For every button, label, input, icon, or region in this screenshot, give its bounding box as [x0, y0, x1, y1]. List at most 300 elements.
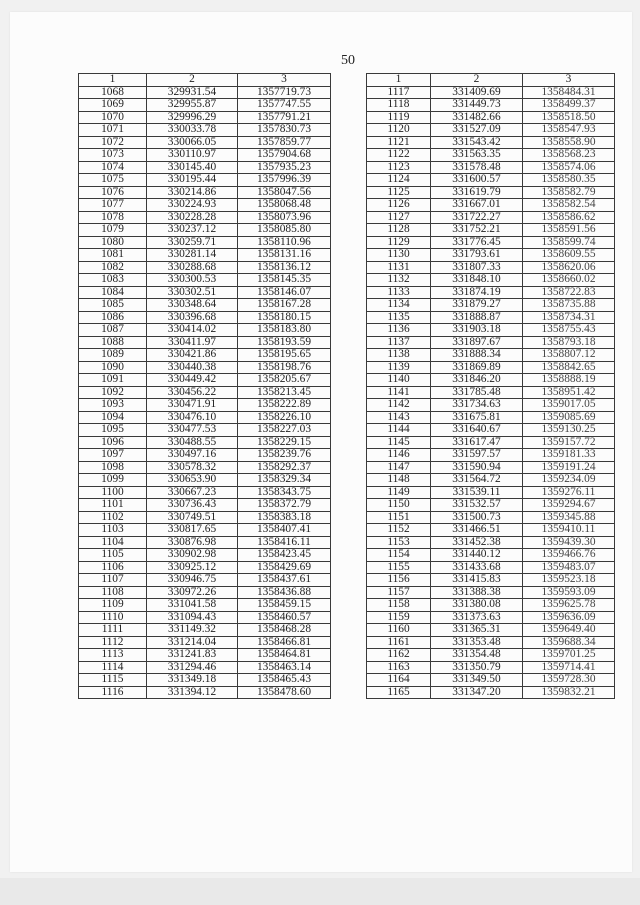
- point-number-cell: 1151: [367, 511, 431, 524]
- table-row: [367, 624, 615, 637]
- column-header-x: 2: [147, 74, 238, 87]
- y-coordinate-cell: 1358599.74: [523, 236, 615, 249]
- x-coordinate-cell: 330281.14: [147, 249, 238, 262]
- point-number-cell: 1088: [79, 336, 147, 349]
- x-coordinate-cell: 331500.73: [431, 511, 523, 524]
- point-number-cell: 1147: [367, 461, 431, 474]
- y-coordinate-cell: 1358437.61: [238, 574, 331, 587]
- point-number-cell: 1120: [367, 124, 431, 137]
- table-row: [367, 99, 615, 112]
- point-number-cell: 1116: [79, 686, 147, 699]
- x-coordinate-cell: 331846.20: [431, 374, 523, 387]
- point-number-cell: 1155: [367, 561, 431, 574]
- table-row: [79, 224, 331, 237]
- table-row: [367, 649, 615, 662]
- point-number-cell: 1130: [367, 249, 431, 262]
- point-number-cell: 1146: [367, 449, 431, 462]
- table-row: [367, 324, 615, 337]
- y-coordinate-cell: 1359714.41: [523, 661, 615, 674]
- y-coordinate-cell: 1358292.37: [238, 461, 331, 474]
- table-row: [79, 436, 331, 449]
- point-number-cell: 1165: [367, 686, 431, 699]
- x-coordinate-cell: 330667.23: [147, 486, 238, 499]
- x-coordinate-cell: 330876.98: [147, 536, 238, 549]
- y-coordinate-cell: 1359276.11: [523, 486, 615, 499]
- point-number-cell: 1158: [367, 599, 431, 612]
- y-coordinate-cell: 1358660.02: [523, 274, 615, 287]
- y-coordinate-cell: 1358793.18: [523, 336, 615, 349]
- x-coordinate-cell: 330195.44: [147, 174, 238, 187]
- y-coordinate-cell: 1358372.79: [238, 499, 331, 512]
- x-coordinate-cell: 331482.66: [431, 111, 523, 124]
- x-coordinate-cell: 330946.75: [147, 574, 238, 587]
- x-coordinate-cell: 331903.18: [431, 324, 523, 337]
- x-coordinate-cell: 331539.11: [431, 486, 523, 499]
- y-coordinate-cell: 1358136.12: [238, 261, 331, 274]
- point-number-cell: 1069: [79, 99, 147, 112]
- y-coordinate-cell: 1359157.72: [523, 436, 615, 449]
- table-row: [367, 124, 615, 137]
- point-number-cell: 1122: [367, 149, 431, 162]
- y-coordinate-cell: 1358586.62: [523, 211, 615, 224]
- table-row: [367, 511, 615, 524]
- table-row: [79, 486, 331, 499]
- point-number-cell: 1084: [79, 286, 147, 299]
- y-coordinate-cell: 1359728.30: [523, 674, 615, 687]
- point-number-cell: 1149: [367, 486, 431, 499]
- point-number-cell: 1139: [367, 361, 431, 374]
- point-number-cell: 1141: [367, 386, 431, 399]
- table-row: [367, 524, 615, 537]
- y-coordinate-cell: 1358229.15: [238, 436, 331, 449]
- table-row: [367, 461, 615, 474]
- x-coordinate-cell: 330749.51: [147, 511, 238, 524]
- x-coordinate-cell: 331600.57: [431, 174, 523, 187]
- point-number-cell: 1163: [367, 661, 431, 674]
- x-coordinate-cell: 330972.26: [147, 586, 238, 599]
- x-coordinate-cell: 331041.58: [147, 599, 238, 612]
- y-coordinate-cell: 1359625.78: [523, 599, 615, 612]
- x-coordinate-cell: 331380.08: [431, 599, 523, 612]
- x-coordinate-cell: 331214.04: [147, 636, 238, 649]
- point-number-cell: 1074: [79, 161, 147, 174]
- x-coordinate-cell: 330237.12: [147, 224, 238, 237]
- table-row: [367, 349, 615, 362]
- table-row: [367, 424, 615, 437]
- table-row: [367, 336, 615, 349]
- point-number-cell: 1157: [367, 586, 431, 599]
- table-row: [79, 586, 331, 599]
- y-coordinate-cell: 1358329.34: [238, 474, 331, 487]
- y-coordinate-cell: 1359085.69: [523, 411, 615, 424]
- point-number-cell: 1110: [79, 611, 147, 624]
- table-row: [367, 636, 615, 649]
- point-number-cell: 1086: [79, 311, 147, 324]
- table-row: [79, 661, 331, 674]
- table-row: [367, 411, 615, 424]
- y-coordinate-cell: 1358416.11: [238, 536, 331, 549]
- x-coordinate-cell: 331466.51: [431, 524, 523, 537]
- table-row: [367, 436, 615, 449]
- x-coordinate-cell: 330421.86: [147, 349, 238, 362]
- x-coordinate-cell: 331543.42: [431, 136, 523, 149]
- point-number-cell: 1068: [79, 86, 147, 99]
- x-coordinate-cell: 331879.27: [431, 299, 523, 312]
- table-row: [79, 174, 331, 187]
- x-coordinate-cell: 330224.93: [147, 199, 238, 212]
- x-coordinate-cell: 331564.72: [431, 474, 523, 487]
- x-coordinate-cell: 330214.86: [147, 186, 238, 199]
- point-number-cell: 1129: [367, 236, 431, 249]
- x-coordinate-cell: 331388.38: [431, 586, 523, 599]
- x-coordinate-cell: 330348.64: [147, 299, 238, 312]
- y-coordinate-cell: 1358609.55: [523, 249, 615, 262]
- page-number: 50: [341, 53, 355, 68]
- y-coordinate-cell: 1358226.10: [238, 411, 331, 424]
- point-number-cell: 1072: [79, 136, 147, 149]
- point-number-cell: 1123: [367, 161, 431, 174]
- point-number-cell: 1071: [79, 124, 147, 137]
- point-number-cell: 1143: [367, 411, 431, 424]
- x-coordinate-cell: 331527.09: [431, 124, 523, 137]
- y-coordinate-cell: 1359523.18: [523, 574, 615, 587]
- point-number-cell: 1131: [367, 261, 431, 274]
- y-coordinate-cell: 1358580.35: [523, 174, 615, 187]
- table-row: [367, 286, 615, 299]
- y-coordinate-cell: 1358459.15: [238, 599, 331, 612]
- table-row: [79, 461, 331, 474]
- point-number-cell: 1114: [79, 661, 147, 674]
- x-coordinate-cell: 331848.10: [431, 274, 523, 287]
- table-row: [79, 574, 331, 587]
- x-coordinate-cell: 331888.34: [431, 349, 523, 362]
- x-coordinate-cell: 331869.89: [431, 361, 523, 374]
- x-coordinate-cell: 330488.55: [147, 436, 238, 449]
- table-row: [79, 561, 331, 574]
- point-number-cell: 1096: [79, 436, 147, 449]
- table-row: [367, 611, 615, 624]
- point-number-cell: 1073: [79, 149, 147, 162]
- point-number-cell: 1164: [367, 674, 431, 687]
- column-header-x: 2: [431, 74, 523, 87]
- table-row: [367, 211, 615, 224]
- x-coordinate-cell: 330902.98: [147, 549, 238, 562]
- x-coordinate-cell: 331365.31: [431, 624, 523, 637]
- x-coordinate-cell: 331578.48: [431, 161, 523, 174]
- y-coordinate-cell: 1358464.81: [238, 649, 331, 662]
- y-coordinate-cell: 1358085.80: [238, 224, 331, 237]
- x-coordinate-cell: 330449.42: [147, 374, 238, 387]
- column-header-y: 3: [523, 74, 615, 87]
- point-number-cell: 1119: [367, 111, 431, 124]
- table-row: [79, 599, 331, 612]
- point-number-cell: 1142: [367, 399, 431, 412]
- point-number-cell: 1102: [79, 511, 147, 524]
- table-row: [367, 486, 615, 499]
- table-row: [79, 261, 331, 274]
- x-coordinate-cell: 331294.46: [147, 661, 238, 674]
- point-number-cell: 1109: [79, 599, 147, 612]
- point-number-cell: 1097: [79, 449, 147, 462]
- table-row: [79, 361, 331, 374]
- x-coordinate-cell: 330300.53: [147, 274, 238, 287]
- y-coordinate-cell: 1358068.48: [238, 199, 331, 212]
- x-coordinate-cell: 330440.38: [147, 361, 238, 374]
- table-header-row: [367, 74, 615, 87]
- x-coordinate-cell: 331350.79: [431, 661, 523, 674]
- point-number-cell: 1078: [79, 211, 147, 224]
- y-coordinate-cell: 1359234.09: [523, 474, 615, 487]
- y-coordinate-cell: 1357719.73: [238, 86, 331, 99]
- x-coordinate-cell: 330925.12: [147, 561, 238, 574]
- y-coordinate-cell: 1358073.96: [238, 211, 331, 224]
- point-number-cell: 1108: [79, 586, 147, 599]
- table-row: [367, 136, 615, 149]
- table-row: [367, 386, 615, 399]
- y-coordinate-cell: 1358558.90: [523, 136, 615, 149]
- table-row: [79, 536, 331, 549]
- y-coordinate-cell: 1358722.83: [523, 286, 615, 299]
- x-coordinate-cell: 330411.97: [147, 336, 238, 349]
- x-coordinate-cell: 331734.63: [431, 399, 523, 412]
- coordinates-table-left: [78, 73, 331, 699]
- table-row: [367, 661, 615, 674]
- y-coordinate-cell: 1358478.60: [238, 686, 331, 699]
- point-number-cell: 1135: [367, 311, 431, 324]
- point-number-cell: 1160: [367, 624, 431, 637]
- y-coordinate-cell: 1358468.28: [238, 624, 331, 637]
- x-coordinate-cell: 330476.10: [147, 411, 238, 424]
- x-coordinate-cell: 329996.29: [147, 111, 238, 124]
- table-row: [79, 636, 331, 649]
- x-coordinate-cell: 331347.20: [431, 686, 523, 699]
- point-number-cell: 1144: [367, 424, 431, 437]
- point-number-cell: 1125: [367, 186, 431, 199]
- point-number-cell: 1162: [367, 649, 431, 662]
- y-coordinate-cell: 1359410.11: [523, 524, 615, 537]
- point-number-cell: 1087: [79, 324, 147, 337]
- point-number-cell: 1156: [367, 574, 431, 587]
- point-number-cell: 1075: [79, 174, 147, 187]
- y-coordinate-cell: 1358227.03: [238, 424, 331, 437]
- y-coordinate-cell: 1358167.28: [238, 299, 331, 312]
- y-coordinate-cell: 1358460.57: [238, 611, 331, 624]
- x-coordinate-cell: 330033.78: [147, 124, 238, 137]
- table-row: [79, 424, 331, 437]
- x-coordinate-cell: 330302.51: [147, 286, 238, 299]
- x-coordinate-cell: 330817.65: [147, 524, 238, 537]
- point-number-cell: 1154: [367, 549, 431, 562]
- y-coordinate-cell: 1358198.76: [238, 361, 331, 374]
- table-row: [79, 474, 331, 487]
- point-number-cell: 1081: [79, 249, 147, 262]
- point-number-cell: 1107: [79, 574, 147, 587]
- table-row: [367, 686, 615, 699]
- point-number-cell: 1128: [367, 224, 431, 237]
- x-coordinate-cell: 330414.02: [147, 324, 238, 337]
- table-row: [79, 274, 331, 287]
- x-coordinate-cell: 331373.63: [431, 611, 523, 624]
- table-row: [79, 149, 331, 162]
- table-row: [79, 249, 331, 262]
- y-coordinate-cell: 1359294.67: [523, 499, 615, 512]
- point-number-cell: 1117: [367, 86, 431, 99]
- x-coordinate-cell: 331640.67: [431, 424, 523, 437]
- point-number-cell: 1093: [79, 399, 147, 412]
- table-row: [367, 274, 615, 287]
- y-coordinate-cell: 1357904.68: [238, 149, 331, 162]
- y-coordinate-cell: 1359636.09: [523, 611, 615, 624]
- x-coordinate-cell: 331619.79: [431, 186, 523, 199]
- y-coordinate-cell: 1357830.73: [238, 124, 331, 137]
- table-row: [79, 674, 331, 687]
- table-row: [79, 611, 331, 624]
- point-number-cell: 1080: [79, 236, 147, 249]
- table-row: [367, 374, 615, 387]
- y-coordinate-cell: 1358591.56: [523, 224, 615, 237]
- point-number-cell: 1145: [367, 436, 431, 449]
- point-number-cell: 1099: [79, 474, 147, 487]
- x-coordinate-cell: 331532.57: [431, 499, 523, 512]
- table-row: [367, 299, 615, 312]
- scan-bottom-margin: [0, 878, 640, 905]
- x-coordinate-cell: 331433.68: [431, 561, 523, 574]
- x-coordinate-cell: 330578.32: [147, 461, 238, 474]
- point-number-cell: 1082: [79, 261, 147, 274]
- y-coordinate-cell: 1357996.39: [238, 174, 331, 187]
- y-coordinate-cell: 1359701.25: [523, 649, 615, 662]
- x-coordinate-cell: 331094.43: [147, 611, 238, 624]
- y-coordinate-cell: 1358047.56: [238, 186, 331, 199]
- table-row: [367, 86, 615, 99]
- y-coordinate-cell: 1358195.65: [238, 349, 331, 362]
- y-coordinate-cell: 1358407.41: [238, 524, 331, 537]
- y-coordinate-cell: 1358383.18: [238, 511, 331, 524]
- point-number-cell: 1134: [367, 299, 431, 312]
- point-number-cell: 1161: [367, 636, 431, 649]
- point-number-cell: 1106: [79, 561, 147, 574]
- x-coordinate-cell: 331409.69: [431, 86, 523, 99]
- y-coordinate-cell: 1357791.21: [238, 111, 331, 124]
- x-coordinate-cell: 330497.16: [147, 449, 238, 462]
- table-row: [367, 599, 615, 612]
- y-coordinate-cell: 1357859.77: [238, 136, 331, 149]
- y-coordinate-cell: 1358466.81: [238, 636, 331, 649]
- y-coordinate-cell: 1358755.43: [523, 324, 615, 337]
- table-row: [79, 511, 331, 524]
- y-coordinate-cell: 1359649.40: [523, 624, 615, 637]
- x-coordinate-cell: 330066.05: [147, 136, 238, 149]
- table-row: [79, 349, 331, 362]
- point-number-cell: 1076: [79, 186, 147, 199]
- table-row: [367, 474, 615, 487]
- table-row: [79, 524, 331, 537]
- point-number-cell: 1104: [79, 536, 147, 549]
- x-coordinate-cell: 330288.68: [147, 261, 238, 274]
- point-number-cell: 1127: [367, 211, 431, 224]
- table-row: [79, 99, 331, 112]
- y-coordinate-cell: 1358582.79: [523, 186, 615, 199]
- x-coordinate-cell: 331440.12: [431, 549, 523, 562]
- column-header-number: 1: [367, 74, 431, 87]
- table-row: [367, 549, 615, 562]
- x-coordinate-cell: 331597.57: [431, 449, 523, 462]
- x-coordinate-cell: 331241.83: [147, 649, 238, 662]
- y-coordinate-cell: 1359688.34: [523, 636, 615, 649]
- x-coordinate-cell: 331874.19: [431, 286, 523, 299]
- x-coordinate-cell: 330471.91: [147, 399, 238, 412]
- y-coordinate-cell: 1358734.31: [523, 311, 615, 324]
- y-coordinate-cell: 1358343.75: [238, 486, 331, 499]
- x-coordinate-cell: 331752.21: [431, 224, 523, 237]
- table-row: [79, 124, 331, 137]
- point-number-cell: 1137: [367, 336, 431, 349]
- table-row: [79, 199, 331, 212]
- point-number-cell: 1148: [367, 474, 431, 487]
- table-row: [367, 449, 615, 462]
- table-row: [367, 361, 615, 374]
- x-coordinate-cell: 331776.45: [431, 236, 523, 249]
- y-coordinate-cell: 1358239.76: [238, 449, 331, 462]
- point-number-cell: 1101: [79, 499, 147, 512]
- table-row: [79, 186, 331, 199]
- x-coordinate-cell: 331354.48: [431, 649, 523, 662]
- x-coordinate-cell: 331349.18: [147, 674, 238, 687]
- x-coordinate-cell: 330145.40: [147, 161, 238, 174]
- point-number-cell: 1091: [79, 374, 147, 387]
- y-coordinate-cell: 1357935.23: [238, 161, 331, 174]
- x-coordinate-cell: 331452.38: [431, 536, 523, 549]
- y-coordinate-cell: 1358568.23: [523, 149, 615, 162]
- table-row: [79, 336, 331, 349]
- x-coordinate-cell: 330228.28: [147, 211, 238, 224]
- table-row: [367, 261, 615, 274]
- table-row: [367, 149, 615, 162]
- table-header-row: [79, 74, 331, 87]
- x-coordinate-cell: 331563.35: [431, 149, 523, 162]
- x-coordinate-cell: 331807.33: [431, 261, 523, 274]
- y-coordinate-cell: 1358951.42: [523, 386, 615, 399]
- y-coordinate-cell: 1358145.35: [238, 274, 331, 287]
- x-coordinate-cell: 331897.67: [431, 336, 523, 349]
- y-coordinate-cell: 1358807.12: [523, 349, 615, 362]
- x-coordinate-cell: 331675.81: [431, 411, 523, 424]
- table-row: [79, 624, 331, 637]
- table-row: [367, 161, 615, 174]
- table-row: [367, 561, 615, 574]
- x-coordinate-cell: 331415.83: [431, 574, 523, 587]
- column-header-number: 1: [79, 74, 147, 87]
- y-coordinate-cell: 1358183.80: [238, 324, 331, 337]
- table-row: [79, 86, 331, 99]
- table-row: [79, 311, 331, 324]
- x-coordinate-cell: 331590.94: [431, 461, 523, 474]
- table-row: [367, 574, 615, 587]
- point-number-cell: 1132: [367, 274, 431, 287]
- x-coordinate-cell: 329931.54: [147, 86, 238, 99]
- point-number-cell: 1079: [79, 224, 147, 237]
- x-coordinate-cell: 331394.12: [147, 686, 238, 699]
- y-coordinate-cell: 1358222.89: [238, 399, 331, 412]
- x-coordinate-cell: 330396.68: [147, 311, 238, 324]
- y-coordinate-cell: 1358465.43: [238, 674, 331, 687]
- table-row: [79, 324, 331, 337]
- x-coordinate-cell: 330653.90: [147, 474, 238, 487]
- table-row: [79, 499, 331, 512]
- coordinates-table-right: [366, 73, 615, 699]
- point-number-cell: 1150: [367, 499, 431, 512]
- table-row: [367, 224, 615, 237]
